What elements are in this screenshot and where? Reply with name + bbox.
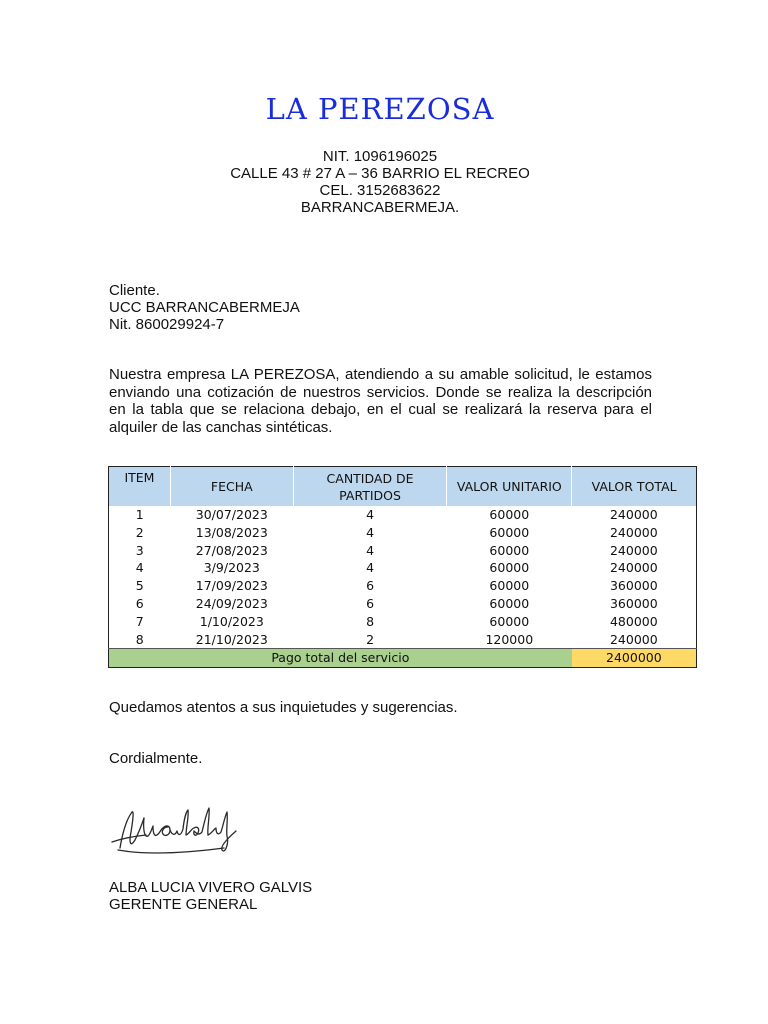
client-label: Cliente. bbox=[109, 282, 160, 299]
table-row bbox=[109, 542, 697, 560]
closing-text: Quedamos atentos a sus inquietudes y sugerencias. bbox=[109, 699, 458, 716]
cell-fecha: 21/10/2023 bbox=[195, 631, 268, 647]
cell-valor-total: 240000 bbox=[609, 560, 658, 576]
cell-item: 6 bbox=[135, 595, 144, 611]
header-item: ITEM bbox=[109, 467, 171, 507]
cell-fecha: 1/10/2023 bbox=[199, 613, 264, 629]
header-fecha: FECHA bbox=[170, 467, 293, 507]
signer-block bbox=[109, 879, 312, 913]
cell-item: 8 bbox=[135, 631, 144, 647]
intro-paragraph: Nuestra empresa LA PEREZOSA, atendiendo a su amable solicitud, le estamos enviando una cotización de nuestros servicios. Donde se realiza la descripción en la tabla que se relaciona debajo, en el cual se realizará la reserva para el alquiler de las canchas sintéticas. bbox=[109, 366, 652, 436]
table-row bbox=[109, 524, 697, 542]
company-info bbox=[0, 148, 760, 216]
cell-cantidad: 4 bbox=[366, 560, 375, 576]
quote-table bbox=[108, 466, 697, 668]
cell-valor-total: 480000 bbox=[609, 613, 658, 629]
cell-cantidad: 4 bbox=[366, 507, 375, 522]
cell-item: 3 bbox=[135, 542, 144, 558]
cell-valor-unitario: 60000 bbox=[489, 524, 530, 540]
cell-item: 5 bbox=[135, 578, 144, 594]
cell-item: 2 bbox=[135, 524, 144, 540]
cell-valor-unitario: 120000 bbox=[485, 631, 534, 647]
company-address: CALLE 43 # 27 A – 36 BARRIO EL RECREO bbox=[230, 165, 530, 182]
header-valor-total: VALOR TOTAL bbox=[572, 467, 697, 507]
company-phone: CEL. 3152683622 bbox=[319, 182, 441, 199]
total-value: 2400000 bbox=[572, 649, 697, 668]
client-block bbox=[109, 282, 300, 333]
table-row bbox=[109, 559, 697, 577]
company-nit: NIT. 1096196025 bbox=[322, 148, 438, 165]
cell-cantidad: 8 bbox=[366, 613, 375, 629]
cell-valor-total: 360000 bbox=[609, 595, 658, 611]
cell-item: 1 bbox=[135, 507, 144, 522]
cell-valor-total: 240000 bbox=[609, 524, 658, 540]
cell-cantidad: 4 bbox=[366, 524, 375, 540]
cell-valor-unitario: 60000 bbox=[489, 542, 530, 558]
table-row bbox=[109, 631, 697, 649]
company-name: LA PEREZOSA bbox=[265, 92, 495, 126]
table-row bbox=[109, 613, 697, 631]
cell-valor-unitario: 60000 bbox=[489, 595, 530, 611]
cell-valor-total: 240000 bbox=[609, 507, 658, 522]
total-label: Pago total del servicio bbox=[109, 649, 572, 668]
cell-item: 4 bbox=[135, 560, 144, 576]
cell-valor-unitario: 60000 bbox=[489, 613, 530, 629]
signer-name: ALBA LUCIA VIVERO GALVIS bbox=[109, 879, 313, 896]
cell-fecha: 17/09/2023 bbox=[195, 578, 268, 594]
cell-valor-unitario: 60000 bbox=[489, 507, 530, 522]
cell-valor-total: 360000 bbox=[609, 578, 658, 594]
cell-item: 7 bbox=[135, 613, 144, 629]
cell-cantidad: 6 bbox=[366, 578, 375, 594]
table-row bbox=[109, 595, 697, 613]
cell-valor-unitario: 60000 bbox=[489, 578, 530, 594]
table-row bbox=[109, 577, 697, 595]
cell-cantidad: 6 bbox=[366, 595, 375, 611]
cell-fecha: 13/08/2023 bbox=[195, 524, 268, 540]
company-city: BARRANCABERMEJA. bbox=[300, 199, 460, 216]
header-valor-unitario: VALOR UNITARIO bbox=[447, 467, 572, 507]
total-row bbox=[109, 649, 697, 668]
table-row bbox=[109, 506, 697, 524]
cell-fecha: 30/07/2023 bbox=[195, 507, 268, 522]
cell-valor-total: 240000 bbox=[609, 631, 658, 647]
handwritten-signature bbox=[106, 798, 241, 864]
cell-fecha: 3/9/2023 bbox=[203, 560, 260, 576]
greeting-text: Cordialmente. bbox=[109, 750, 203, 767]
cell-cantidad: 2 bbox=[366, 631, 375, 647]
client-name: UCC BARRANCABERMEJA bbox=[109, 299, 300, 316]
table-header-row bbox=[109, 467, 697, 507]
cell-valor-unitario: 60000 bbox=[489, 560, 530, 576]
cell-valor-total: 240000 bbox=[609, 542, 658, 558]
client-nit: Nit. 860029924-7 bbox=[109, 316, 225, 333]
signer-title: GERENTE GENERAL bbox=[109, 896, 258, 913]
cell-fecha: 24/09/2023 bbox=[195, 595, 268, 611]
header-cantidad: CANTIDAD DE PARTIDOS bbox=[293, 467, 447, 507]
cell-cantidad: 4 bbox=[366, 542, 375, 558]
cell-fecha: 27/08/2023 bbox=[195, 542, 268, 558]
